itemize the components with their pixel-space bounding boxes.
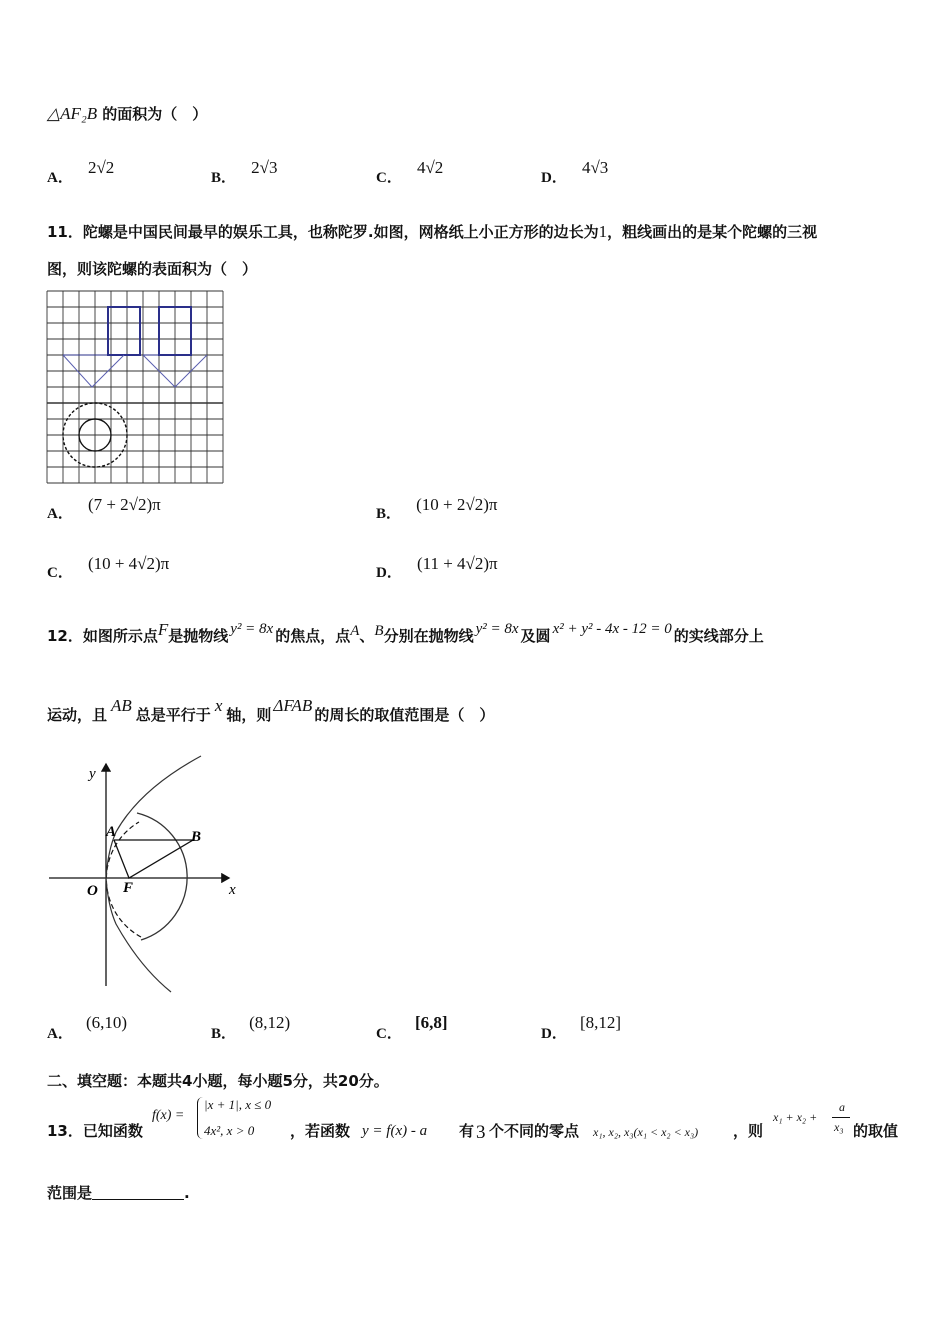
q13-expr: x₁ + x₂ + bbox=[773, 1110, 818, 1124]
q11-option-b[interactable] bbox=[376, 495, 498, 523]
option-value: (7 + 2√2)π bbox=[87, 495, 161, 514]
option-value: [6,8] bbox=[414, 1013, 448, 1032]
option-value: (10 + 2√2)π bbox=[416, 495, 498, 514]
option-letter: A． bbox=[47, 1026, 73, 1042]
q13-text-5: ，则 bbox=[733, 1122, 764, 1140]
option-value: [8,12] bbox=[579, 1013, 622, 1032]
q13-text-2: ，若函数 bbox=[290, 1122, 351, 1140]
option-value: (11 + 4√2)π bbox=[416, 554, 498, 573]
option-letter: B． bbox=[211, 170, 237, 186]
q13-text-6: 的取值 bbox=[853, 1122, 899, 1140]
option-letter: C． bbox=[376, 1026, 402, 1042]
front-view bbox=[63, 307, 140, 387]
q13-case-2: 4x², x > 0 bbox=[204, 1123, 255, 1138]
option-letter: D． bbox=[541, 170, 567, 186]
option-letter: D． bbox=[376, 565, 402, 581]
q12-text: 的实线部分上 bbox=[673, 627, 764, 645]
q10-triangle-math: △AF₂B bbox=[47, 104, 98, 123]
q13-brace bbox=[197, 1097, 203, 1139]
q12-option-d[interactable] bbox=[541, 1013, 622, 1043]
label-b: B bbox=[191, 829, 202, 845]
label-f: F bbox=[123, 880, 134, 896]
q12-text: 运动，且 bbox=[47, 706, 108, 724]
q13-n: 3 bbox=[476, 1122, 486, 1143]
option-value: 4√3 bbox=[581, 158, 609, 177]
option-value: 2√2 bbox=[87, 158, 115, 177]
q13-zeros: x₁, x₂, x₃(x₁ < x₂ < x₃) bbox=[593, 1125, 699, 1139]
q12-text: 是抛物线 bbox=[168, 627, 229, 645]
option-letter: C． bbox=[47, 565, 73, 581]
q12-math-parabola: y² = 8x bbox=[230, 621, 274, 637]
q12-math-x: x bbox=[214, 696, 223, 715]
option-value: 2√3 bbox=[251, 158, 278, 177]
q13-frac-num: a bbox=[839, 1100, 845, 1114]
option-value: (10 + 4√2)π bbox=[87, 554, 170, 573]
q11-number: 1 bbox=[598, 222, 608, 241]
q12-math-f: F bbox=[157, 620, 169, 639]
q13-line2 bbox=[47, 1182, 190, 1203]
q12-stem-line2 bbox=[47, 696, 495, 725]
q13-g: y = f(x) - a bbox=[362, 1123, 428, 1139]
q13-period: . bbox=[184, 1184, 190, 1202]
q13-label: 13．已知函数 bbox=[47, 1122, 143, 1140]
q12-text: 、 bbox=[359, 627, 375, 645]
q10-stem-text: 的面积为（ ） bbox=[102, 105, 208, 123]
option-letter: D． bbox=[541, 1026, 567, 1042]
option-letter: A． bbox=[47, 170, 73, 186]
q11-option-c[interactable] bbox=[47, 554, 170, 582]
q12-text: 12．如图所示点 bbox=[47, 627, 158, 645]
q10-stem bbox=[47, 103, 207, 124]
q12-text: 分别在抛物线 bbox=[383, 627, 474, 645]
option-value: 4√2 bbox=[416, 158, 444, 177]
q12-figure bbox=[45, 754, 245, 994]
circle-solid-arc bbox=[137, 813, 187, 940]
q13-answer-blank[interactable] bbox=[92, 1185, 184, 1200]
q11-option-a[interactable] bbox=[47, 495, 161, 523]
q10-option-c[interactable] bbox=[376, 158, 444, 187]
q12-text: 总是平行于 bbox=[135, 706, 211, 724]
q12-option-a[interactable] bbox=[47, 1013, 128, 1043]
q12-math-b: B bbox=[374, 623, 384, 639]
section-heading: 二、填空题：本题共4小题，每小题5分，共20分。 bbox=[47, 1072, 389, 1090]
grid-lines bbox=[47, 291, 223, 483]
q11-text-end: ，粗线画出的是某个陀螺的三视 bbox=[607, 223, 818, 241]
q12-math-triangle: ΔFAB bbox=[273, 696, 313, 715]
q11-option-d[interactable] bbox=[376, 554, 498, 582]
q12-text: 及圆 bbox=[520, 627, 551, 645]
q11-stem-line1 bbox=[47, 221, 817, 242]
q11-text: 11．陀螺是中国民间最早的娱乐工具，也称陀罗.如图，网格纸上小正方形的边长为 bbox=[47, 223, 599, 241]
option-value: (8,12) bbox=[249, 1013, 291, 1032]
q13-case-1: |x + 1|, x ≤ 0 bbox=[204, 1097, 272, 1112]
q12-math-parabola-2: y² = 8x bbox=[475, 621, 519, 637]
q12-math-circle: x² + y² - 4x - 12 = 0 bbox=[552, 621, 672, 637]
q12-math-ab: AB bbox=[111, 696, 132, 715]
q11-stem-line2: 图，则该陀螺的表面积为（ ） bbox=[47, 260, 258, 278]
q12-text: 的周长的取值范围是（ ） bbox=[314, 706, 495, 724]
label-a: A bbox=[106, 824, 117, 840]
q13-text-4: 个不同的零点 bbox=[489, 1122, 580, 1140]
parabola-upper bbox=[106, 756, 201, 878]
triangle-fab bbox=[114, 840, 193, 878]
q12-math-a: A bbox=[350, 623, 360, 639]
q10-option-b[interactable] bbox=[211, 158, 278, 187]
q13-f-def: f(x) = bbox=[152, 1108, 185, 1123]
q13-frac-den: x₃ bbox=[834, 1120, 844, 1134]
q12-text: 的焦点，点 bbox=[275, 627, 351, 645]
label-o: O bbox=[87, 883, 98, 899]
label-y: y bbox=[89, 766, 96, 782]
option-letter: C． bbox=[376, 170, 402, 186]
q10-option-a[interactable] bbox=[47, 158, 115, 187]
option-letter: B． bbox=[211, 1026, 237, 1042]
q11-three-view-figure bbox=[45, 289, 231, 487]
q12-option-b[interactable] bbox=[211, 1013, 291, 1043]
q10-option-d[interactable] bbox=[541, 158, 609, 187]
q13-line2-text: 范围是 bbox=[47, 1184, 93, 1202]
label-x: x bbox=[229, 882, 236, 898]
q13-frac-bar bbox=[832, 1117, 850, 1118]
q12-text: 轴，则 bbox=[226, 706, 272, 724]
option-letter: B． bbox=[376, 506, 402, 522]
option-value: (6,10) bbox=[85, 1013, 128, 1032]
option-letter: A． bbox=[47, 506, 73, 522]
q12-option-c[interactable] bbox=[376, 1013, 448, 1043]
q12-stem-line1 bbox=[47, 620, 764, 646]
q13-text-3: 有 bbox=[459, 1122, 475, 1140]
